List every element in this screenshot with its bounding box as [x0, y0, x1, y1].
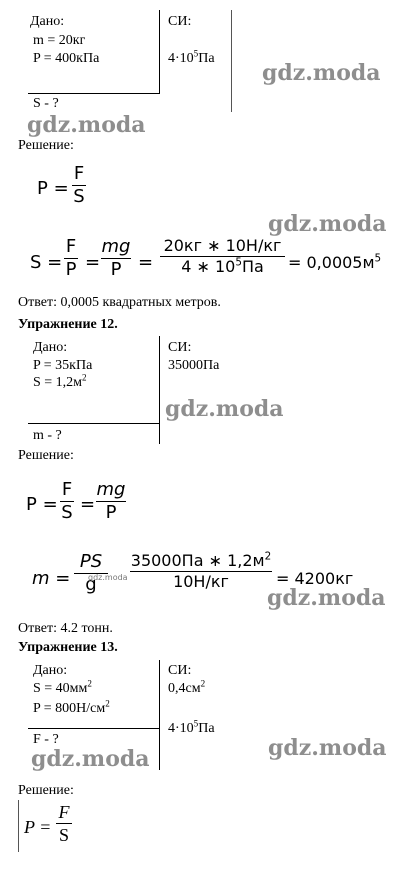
formula-lhs: P =	[26, 494, 58, 515]
si-value-2: 35000Па	[168, 358, 220, 373]
given-m-1: m = 20кг	[33, 33, 86, 48]
given-divider-h-1	[28, 93, 160, 94]
given-label-3: Дано:	[33, 663, 68, 678]
equals-sign: =	[138, 252, 154, 273]
formula-lhs: P =	[37, 178, 69, 199]
watermark: gdz.moda	[268, 735, 387, 761]
watermark: gdz.moda	[268, 211, 387, 237]
watermark: gdz.moda	[262, 60, 381, 86]
si-value-1: $4\cdot 10^5Па$	[168, 48, 215, 66]
heading-exercise-13: Упражнение 13.	[18, 640, 118, 655]
equals-sign: =	[80, 494, 96, 515]
si-value-3a: $0,4см^2$	[168, 678, 206, 696]
fraction-numeric: 35000Па ∗ $1,2м^2$ 10Н/кг	[130, 550, 272, 591]
given-s-2: $S = 1,2м^2$	[33, 372, 87, 390]
watermark: gdz.moda	[27, 112, 146, 138]
given-divider-v-2	[159, 336, 160, 444]
formula-lhs: S =	[30, 252, 63, 273]
given-divider-h-2	[28, 423, 160, 424]
si-label-1: СИ:	[168, 14, 192, 29]
given-label-2: Дано:	[33, 340, 68, 355]
given-divider-v-3	[159, 660, 160, 770]
answer-1: Ответ: 0,0005 квадратных метров.	[18, 295, 221, 310]
fraction-ps-over-g: PS g	[74, 553, 108, 594]
given-divider-h-3	[28, 728, 160, 729]
find-2: m - ?	[33, 428, 62, 443]
solution-label-1: Решение:	[18, 138, 74, 153]
watermark: gdz.moda	[165, 396, 284, 422]
si-label-2: СИ:	[168, 340, 192, 355]
watermark: gdz.moda	[31, 746, 150, 772]
given-p-2: P = 35кПа	[33, 358, 93, 373]
heading-exercise-12: Упражнение 12.	[18, 317, 118, 332]
watermark: gdz.moda	[88, 573, 128, 582]
result-2: = 4200кг	[276, 569, 354, 588]
fraction-f-over-s: F S	[61, 479, 73, 523]
fraction-mg-over-p: mg P	[101, 236, 131, 280]
result-1: = $0,0005м^5$	[288, 252, 382, 272]
fraction-mg-over-p: mg P	[96, 479, 126, 523]
si-label-3: СИ:	[168, 663, 192, 678]
margin-line-3	[18, 800, 19, 852]
given-divider-v-1	[159, 10, 160, 93]
given-p-1: P = 400кПа	[33, 51, 100, 66]
given-p-3: $P = 800Н/см^2$	[33, 698, 110, 716]
find-1: S - ?	[33, 96, 59, 111]
formula-lhs: m =	[32, 568, 71, 589]
answer-2: Ответ: 4.2 тонн.	[18, 621, 113, 636]
solution-label-2: Решение:	[18, 448, 74, 463]
equals-sign: =	[85, 252, 101, 273]
si-value-3b: $4\cdot 10^5Па$	[168, 718, 215, 736]
find-3: F - ?	[33, 732, 59, 747]
solution-label-3: Решение:	[18, 783, 74, 798]
fraction-f-over-p: F P	[65, 236, 77, 280]
fraction-f-over-s: F S	[73, 163, 85, 207]
formula-lhs: P =	[24, 817, 52, 837]
fraction-numeric: 20кг ∗ 10Н/кг 4 ∗ $10^5Па$	[160, 238, 285, 275]
given-label-1: Дано:	[30, 14, 65, 29]
given-s-3: $S = 40мм^2$	[33, 678, 92, 696]
fraction-f-over-s: F S	[56, 803, 72, 844]
margin-line-1	[231, 10, 232, 112]
watermark: gdz.moda	[267, 585, 386, 611]
